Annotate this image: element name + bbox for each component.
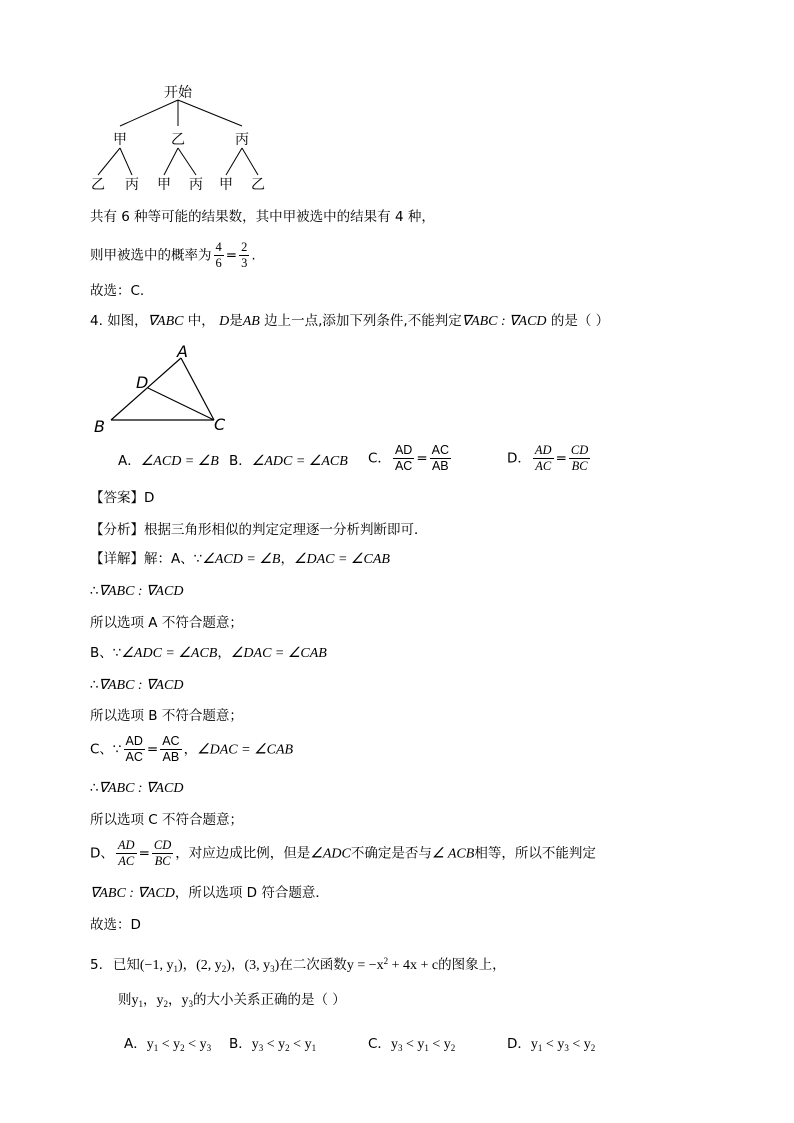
math: ∠ACD = ∠B xyxy=(202,552,281,567)
fraction xyxy=(533,443,554,474)
denominator: AC xyxy=(125,750,143,764)
denominator: AC xyxy=(535,459,552,473)
detail-line-b xyxy=(90,644,327,663)
less-than: < xyxy=(402,1037,418,1052)
question-text: 的是（ ） xyxy=(546,313,610,329)
choose-c-line: 故选：C. xyxy=(90,283,145,299)
question-text: 如图， xyxy=(107,313,148,329)
numerator: CD xyxy=(570,443,589,457)
tree-leaf: 甲 xyxy=(157,177,171,193)
math: ∠ADC xyxy=(310,846,351,862)
option-math xyxy=(252,1037,316,1052)
subscript: 2 xyxy=(450,1043,456,1053)
conclusion-b: 所以选项 B 不符合题意； xyxy=(90,708,243,724)
equals: = xyxy=(555,450,567,467)
q5-option-a[interactable] xyxy=(124,1035,211,1057)
denominator: 6 xyxy=(215,256,222,270)
var: y xyxy=(304,1037,312,1052)
subscript: 2 xyxy=(221,964,227,974)
var: y xyxy=(199,1037,207,1052)
equals: = xyxy=(146,741,159,758)
question-5-line2 xyxy=(118,991,346,1013)
equals: = xyxy=(416,450,428,467)
less-than: < xyxy=(184,1037,200,1052)
tree-node: 丙 xyxy=(235,132,249,148)
var: y xyxy=(156,993,164,1008)
point-2 xyxy=(196,958,231,973)
detail-text: ，所以选项 D 符合题意． xyxy=(174,885,329,901)
detail-text: B、∵ xyxy=(90,645,122,661)
subscript: 3 xyxy=(188,999,193,1009)
detail-line-c xyxy=(90,734,293,765)
comma: ， xyxy=(168,992,182,1008)
less-than: < xyxy=(289,1037,305,1052)
less-than: < xyxy=(542,1037,558,1052)
var: y xyxy=(251,1037,259,1052)
comma: ， xyxy=(183,741,198,758)
subscript: 2 xyxy=(285,1043,290,1053)
option-math xyxy=(531,1037,595,1052)
subscript: 3 xyxy=(270,964,275,974)
less-than: < xyxy=(158,1037,174,1052)
detail-text: 不确定是否与 xyxy=(350,845,432,862)
var: y xyxy=(181,993,189,1008)
fraction xyxy=(430,443,451,474)
q5-option-d[interactable] xyxy=(507,1035,595,1057)
denominator: AC xyxy=(118,854,135,868)
option-label: D． xyxy=(507,1036,531,1052)
question-number: 4. xyxy=(90,313,103,329)
fraction xyxy=(214,240,224,271)
triangle-abc: ∇ABC xyxy=(147,314,184,329)
option-math: ∠ADC = ∠ACB xyxy=(251,454,348,469)
option-label: B． xyxy=(229,453,252,469)
math: ∠DAC = ∠CAB xyxy=(293,552,390,567)
probability-line xyxy=(90,240,256,271)
point-text: (−1, y xyxy=(139,958,174,973)
subscript: 1 xyxy=(173,964,178,974)
point-d: D xyxy=(219,314,230,329)
numerator: AD xyxy=(117,838,135,852)
point-text: ) xyxy=(226,958,231,973)
similarity: ∇ABC : ∇ACD xyxy=(98,781,184,796)
tree-root: 开始 xyxy=(164,85,192,101)
subscript: 1 xyxy=(138,999,143,1009)
conclusion-c: 所以选项 C 不符合题意； xyxy=(90,812,244,828)
q5-option-b[interactable] xyxy=(229,1035,316,1057)
therefore-line-c xyxy=(90,779,183,798)
var-y1 xyxy=(132,993,144,1008)
question-4 xyxy=(90,312,609,331)
question-text: 中， xyxy=(183,313,220,329)
subscript: 2 xyxy=(590,1043,596,1053)
numerator: AD xyxy=(534,443,552,457)
option-label: A． xyxy=(124,1036,147,1052)
question-text: 是 xyxy=(229,313,243,329)
var: y xyxy=(417,1037,425,1052)
fraction xyxy=(393,443,414,474)
superscript: 2 xyxy=(383,956,389,966)
var-y3 xyxy=(182,993,194,1008)
detail-text: 【详解】解：A、∵ xyxy=(90,551,203,567)
detail-line-d xyxy=(90,838,596,869)
denominator: AB xyxy=(431,459,449,473)
math: ∠DAC = ∠CAB xyxy=(197,742,294,758)
option-label: A． xyxy=(118,453,141,469)
question-text: 的大小关系正确的是（ ） xyxy=(193,992,346,1008)
tree-diagram xyxy=(80,78,290,194)
question-text: 在二次函数 xyxy=(279,957,347,973)
therefore-symbol: ∴ xyxy=(90,583,99,599)
subscript: 1 xyxy=(424,1043,429,1053)
option-label: B． xyxy=(229,1036,252,1052)
tree-node: 乙 xyxy=(171,132,185,148)
question-text: 边上一点,添加下列条件,不能判定 xyxy=(259,313,462,329)
similarity: ∇ABC : ∇ACD xyxy=(98,678,184,693)
detail-text: 相等，所以不能判定 xyxy=(474,845,596,862)
fraction xyxy=(116,838,137,869)
question-text: 则 xyxy=(118,992,132,1008)
point-text: (2, y xyxy=(196,958,222,973)
var: y xyxy=(530,1037,538,1052)
tree-leaf: 乙 xyxy=(91,177,105,193)
therefore-symbol: ∴ xyxy=(90,677,99,693)
q4-option-b[interactable] xyxy=(229,452,348,471)
option-label: C． xyxy=(368,1036,391,1052)
math: ∠ADC = ∠ACB xyxy=(121,646,218,661)
similarity: ∇ABC : ∇ACD xyxy=(90,886,175,901)
vertex-a: A xyxy=(177,342,188,361)
numerator: 2 xyxy=(241,240,248,254)
equals: = xyxy=(225,247,238,264)
comma: ， xyxy=(143,992,157,1008)
numerator: CD xyxy=(153,838,172,852)
var: y xyxy=(173,1037,181,1052)
var: y xyxy=(278,1037,286,1052)
tree-leaf: 丙 xyxy=(125,177,139,193)
numerator: AC xyxy=(431,443,449,457)
segment-ab: AB xyxy=(242,314,260,329)
denominator: BC xyxy=(154,854,171,868)
answer-line: 【答案】D xyxy=(90,490,155,506)
therefore-line-a xyxy=(90,582,183,601)
subscript: 1 xyxy=(153,1043,159,1053)
question-text: 的图象上， xyxy=(438,957,506,973)
less-than: < xyxy=(568,1037,584,1052)
point-text: ) xyxy=(177,958,183,973)
var: y xyxy=(131,993,139,1008)
subscript: 3 xyxy=(397,1043,403,1053)
point-3 xyxy=(244,958,279,973)
comma: ， xyxy=(217,645,231,661)
denominator: AB xyxy=(162,750,180,764)
option-math xyxy=(147,1037,211,1052)
denominator: 3 xyxy=(241,256,248,270)
point-text: ) xyxy=(274,958,280,973)
detail-text: ，对应边成比例，但是 xyxy=(175,845,311,862)
q4-option-a[interactable] xyxy=(118,452,219,471)
equals: = xyxy=(138,845,150,862)
var: y xyxy=(390,1037,398,1052)
subscript: 2 xyxy=(180,1043,185,1053)
point-1 xyxy=(140,958,183,973)
detail-text: C、∵ xyxy=(90,741,122,758)
numerator: AC xyxy=(162,734,180,748)
question-text: 已知 xyxy=(112,957,140,973)
less-than: < xyxy=(428,1037,444,1052)
numerator: AD xyxy=(394,443,413,457)
subscript: 1 xyxy=(311,1043,317,1053)
denominator: AC xyxy=(394,459,413,473)
subscript: 2 xyxy=(163,999,168,1009)
fraction xyxy=(124,734,145,765)
numerator: AD xyxy=(125,734,143,748)
question-number: 5. xyxy=(90,957,103,973)
probability-text: 则甲被选中的概率为 xyxy=(90,247,212,264)
func-text: y = −x xyxy=(346,958,384,973)
tree-leaf: 丙 xyxy=(189,177,203,193)
period: . xyxy=(251,247,256,264)
option-label: C． xyxy=(368,450,391,467)
option-label: D． xyxy=(507,450,531,467)
var: y xyxy=(443,1037,451,1052)
var: y xyxy=(583,1037,591,1052)
math: ∠DAC = ∠CAB xyxy=(230,646,327,661)
var: y xyxy=(146,1037,154,1052)
triangle-figure xyxy=(86,340,246,438)
therefore-line-b xyxy=(90,676,183,695)
option-math xyxy=(391,1037,455,1052)
subscript: 1 xyxy=(537,1043,543,1053)
q5-option-c[interactable] xyxy=(368,1035,455,1057)
point-text: (3, y xyxy=(244,958,271,973)
similarity: ∇ABC : ∇ACD xyxy=(461,314,547,329)
fraction xyxy=(569,443,590,474)
detail-line-d2 xyxy=(90,884,329,903)
function-expression xyxy=(347,958,438,973)
analysis-line: 【分析】根据三角形相似的判定定理逐一分析判断即可． xyxy=(90,522,428,538)
detail-line-a xyxy=(90,550,390,569)
choose-d-line: 故选：D xyxy=(90,917,141,933)
subscript: 3 xyxy=(258,1043,264,1053)
less-than: < xyxy=(263,1037,279,1052)
numerator: 4 xyxy=(215,240,222,254)
comma: ， xyxy=(280,551,294,567)
question-5 xyxy=(90,952,506,978)
detail-text: D、 xyxy=(90,845,114,862)
vertex-d: D xyxy=(136,373,149,392)
q4-option-c[interactable] xyxy=(368,443,453,474)
var-y2 xyxy=(157,993,169,1008)
q4-option-d[interactable] xyxy=(507,443,592,474)
similarity: ∇ABC : ∇ACD xyxy=(98,584,184,599)
vertex-c: C xyxy=(214,415,226,434)
tree-leaf: 甲 xyxy=(219,177,233,193)
vertex-b: B xyxy=(94,417,105,436)
therefore-symbol: ∴ xyxy=(90,780,99,796)
comma: ， xyxy=(182,957,197,973)
var: y xyxy=(557,1037,565,1052)
subscript: 3 xyxy=(564,1043,569,1053)
fraction xyxy=(239,240,249,271)
conclusion-a: 所以选项 A 不符合题意； xyxy=(90,615,243,631)
denominator: BC xyxy=(571,459,588,473)
tree-node: 甲 xyxy=(113,132,127,148)
fraction xyxy=(152,838,173,869)
func-text: + 4x + c xyxy=(388,958,439,973)
fraction xyxy=(160,734,181,765)
option-math: ∠ACD = ∠B xyxy=(140,454,219,469)
math: ∠ ACB xyxy=(431,846,475,862)
subscript: 3 xyxy=(206,1043,212,1053)
comma: ， xyxy=(230,957,245,973)
result-count-line: 共有 6 种等可能的结果数，其中甲被选中的结果有 4 种， xyxy=(90,209,435,225)
tree-leaf: 乙 xyxy=(251,177,265,193)
